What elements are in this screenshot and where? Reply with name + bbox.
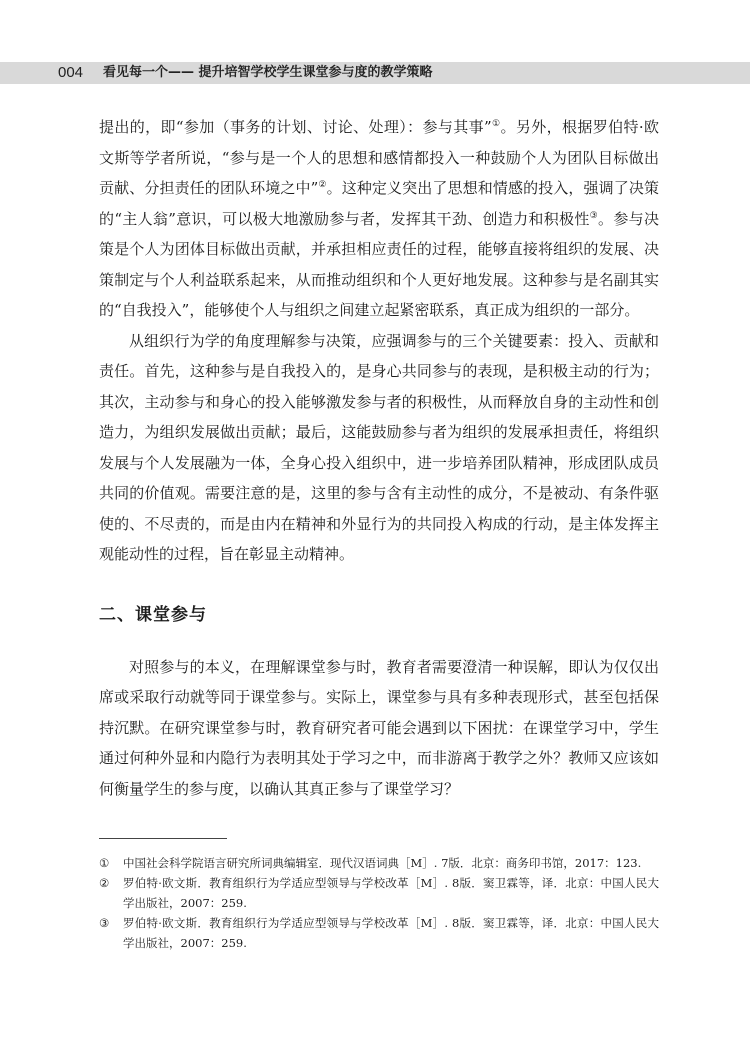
paragraph-3: 对照参与的本义，在理解课堂参与时，教育者需要澄清一种误解，即认为仅仅出席或采取行动就等同于课堂参与。实际上，课堂参与具有多种表现形式，甚至包括保持沉默。在研究课堂参与时，教育研究者可能会遇到以下困扰：在课堂学习中，学生通过何种外显和内隐行为表明其处于学习之中，而非游离于教学之外？教师又应该如何衡量学生的参与度，以确认其真正参与了课堂学习？ xyxy=(99,657,659,798)
paragraph-1-text-d: 。参与决策是个人为团体目标做出贡献，并承担相应责任的过程，能够直接将组织的发展、决策制定与个人利益联系起来，从而推动组织和个人更好地发展。这种参与是名副其实的“自我投入”，能够使个人与组织之间建立起紧密联系，真正成为组织的一部分。 xyxy=(99,209,659,319)
footnote-3 xyxy=(99,913,659,953)
paragraph-1 xyxy=(99,112,659,326)
footnote-ref-2: ② xyxy=(318,180,327,190)
footnote-text: 中国社会科学院语言研究所词典编辑室．现代汉语词典［M］. 7版．北京：商务印书馆，2017：123. xyxy=(123,856,642,870)
footnote-1 xyxy=(99,853,659,873)
footnote-text: 罗伯特·欧文斯．教育组织行为学适应型领导与学校改革［M］. 8版．窦卫霖等，译．北京：中国人民大学出版社，2007：259. xyxy=(123,916,659,950)
footnote-ref-1: ① xyxy=(491,119,501,129)
running-title: 看见每一个—— 提升培智学校学生课堂参与度的教学策略 xyxy=(103,65,433,80)
footnote-mark: ① xyxy=(99,856,110,870)
paragraph-1-text-b: 。另外，根据罗伯特·欧文斯等学者所说，“参与是一个人的思想和感情都投入一种鼓励个人为团队目标做出贡献、分担责任的团队环境之中” xyxy=(99,118,659,197)
footnote-mark: ② xyxy=(99,876,110,890)
footnote-2 xyxy=(99,873,659,913)
paragraph-2: 从组织行为学的角度理解参与决策，应强调参与的三个关键要素：投入、贡献和责任。首先，这种参与是自我投入的，是身心共同参与的表现，是积极主动的行为；其次，主动参与和身心的投入能够激发参与者的积极性，从而释放自身的主动性和创造力，为组织发展做出贡献；最后，这能鼓励参与者为组织的发展承担责任，将组织发展与个人发展融为一体，全身心投入组织中，进一步培养团队精神，形成团队成员共同的价值观。需要注意的是，这里的参与含有主动性的成分，不是被动、有条件驱使的、不尽责的，而是由内在精神和外显行为的共同投入构成的行动，是主体发挥主观能动性的过程，旨在彰显主动精神。 xyxy=(99,331,659,563)
footnote-text: 罗伯特·欧文斯．教育组织行为学适应型领导与学校改革［M］. 8版．窦卫霖等，译．北京：中国人民大学出版社，2007：259. xyxy=(123,876,659,910)
paragraph-1-text-c: 。这种定义突出了思想和情感的投入，强调了决策的“主人翁”意识，可以极大地激励参与者，发挥其干劲、创造力和积极性 xyxy=(99,179,659,228)
page-number: 004 xyxy=(58,64,84,81)
footnote-ref-3: ③ xyxy=(589,210,599,221)
section-heading: 二、课堂参与 xyxy=(99,604,207,625)
page-content xyxy=(99,112,659,953)
paragraph-1-text-a: 提出的，即“参加（事务的计划、讨论、处理）：参与其事” xyxy=(99,118,492,136)
footnote-mark: ③ xyxy=(99,916,110,930)
footnote-divider xyxy=(99,838,227,839)
